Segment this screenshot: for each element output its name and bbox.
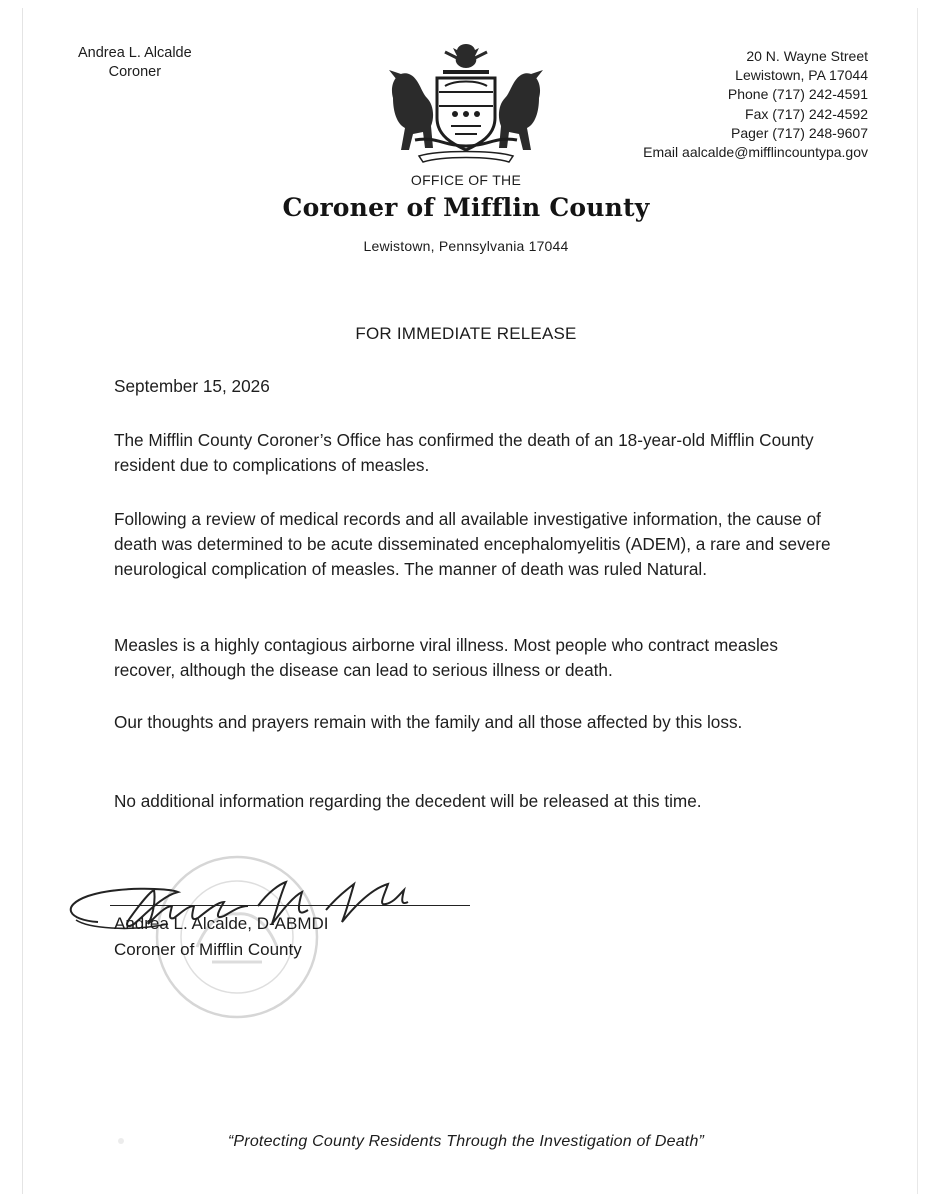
paragraph-confirmation: The Mifflin County Coroner’s Office has confirmed the death of an 18-year-old Mifflin County resident due to complications of measles. [114, 430, 814, 475]
email-address: Email aalcalde@mifflincountypa.gov [643, 144, 868, 161]
city-address: Lewistown, PA 17044 [735, 67, 868, 84]
phone-number: Phone (717) 242-4591 [727, 86, 868, 103]
pager-number: Pager (717) 248-9607 [731, 124, 868, 141]
contact-block [643, 47, 868, 162]
coroner-name-block [78, 44, 192, 82]
paragraph-no-further-info: No additional information regarding the decedent will be released at this time. [114, 791, 702, 811]
pennsylvania-coat-of-arms-icon [375, 40, 557, 166]
paragraph-measles-info: Measles is a highly contagious airborne viral illness. Most people who contract measles recover, although the disease can lead to serious illness or death. [114, 635, 778, 680]
street-address: 20 N. Wayne Street [746, 48, 868, 64]
paragraph-condolences: Our thoughts and prayers remain with the family and all those affected by this loss. [114, 712, 743, 732]
office-city: Lewistown, Pennsylvania 17044 [363, 238, 569, 254]
letter-date: September 15, 2026 [114, 376, 270, 396]
fax-number: Fax (717) 242-4592 [745, 105, 868, 122]
office-of-label: OFFICE OF THE [410, 172, 522, 188]
signer-title: Coroner of Mifflin County [114, 940, 302, 959]
signer-name: Andrea L. Alcalde, D-ABMDI [114, 914, 329, 933]
release-heading: FOR IMMEDIATE RELEASE [355, 324, 577, 343]
office-name: Coroner of Mifflin County [282, 193, 650, 222]
coroner-name: Andrea L. Alcalde [78, 45, 192, 61]
paragraph-cause-of-death: Following a review of medical records and all available investigative information, the cause of death was determined to be acute disseminated encephalomyelitis (ADEM), a rare and severe neurological complication of measles. The manner of death was ruled Natural. [114, 509, 831, 579]
coroner-title: Coroner [108, 64, 162, 80]
office-motto: “Protecting County Residents Through the Investigation of Death” [227, 1133, 705, 1150]
signature-line [110, 905, 470, 906]
